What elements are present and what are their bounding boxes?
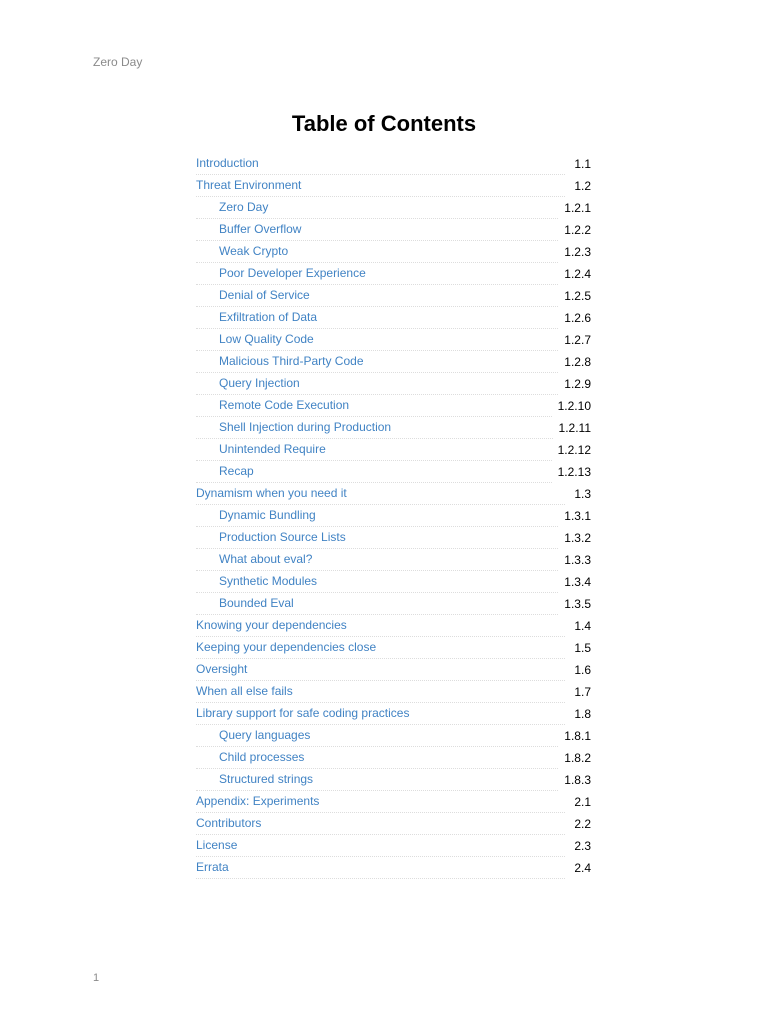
toc-entry-number: 1.1 <box>574 157 591 171</box>
toc-entry-number: 1.2.2 <box>564 223 591 237</box>
toc-entry-number: 1.4 <box>574 619 591 633</box>
toc-entry <box>196 351 591 373</box>
toc-entry-number: 1.2.1 <box>564 201 591 215</box>
toc-entry <box>196 659 591 681</box>
toc-entry <box>196 549 591 571</box>
toc-entry-number: 2.4 <box>574 861 591 875</box>
toc-entry-link[interactable]: Exfiltration of Data <box>196 307 558 329</box>
toc-entry-link[interactable]: Low Quality Code <box>196 329 558 351</box>
toc-entry-link[interactable]: Keeping your dependencies close <box>196 637 565 659</box>
toc-entry-number: 2.1 <box>574 795 591 809</box>
toc-entry-number: 1.3.4 <box>564 575 591 589</box>
toc-entry <box>196 637 591 659</box>
toc-entry-number: 1.2.3 <box>564 245 591 259</box>
toc-entry-number: 1.2.7 <box>564 333 591 347</box>
toc-entry-link[interactable]: Appendix: Experiments <box>196 791 565 813</box>
toc-entry <box>196 373 591 395</box>
table-of-contents <box>196 153 591 879</box>
toc-entry-number: 1.2.9 <box>564 377 591 391</box>
toc-entry-number: 1.6 <box>574 663 591 677</box>
toc-entry <box>196 241 591 263</box>
toc-entry <box>196 439 591 461</box>
toc-entry-link[interactable]: Recap <box>196 461 552 483</box>
toc-entry-number: 1.3 <box>574 487 591 501</box>
toc-entry <box>196 703 591 725</box>
toc-entry <box>196 153 591 175</box>
toc-entry-number: 1.2.12 <box>557 443 591 457</box>
page-title: Table of Contents <box>291 111 477 136</box>
toc-entry <box>196 769 591 791</box>
running-header: Zero Day <box>93 55 143 69</box>
toc-entry-link[interactable]: Query languages <box>196 725 558 747</box>
toc-entry-number: 1.2.13 <box>557 465 591 479</box>
toc-entry-number: 1.3.3 <box>564 553 591 567</box>
page-number: 1 <box>93 972 100 984</box>
toc-entry-link[interactable]: Unintended Require <box>196 439 552 461</box>
toc-entry <box>196 725 591 747</box>
toc-entry-link[interactable]: Denial of Service <box>196 285 558 307</box>
toc-entry-link[interactable]: Dynamism when you need it <box>196 483 565 505</box>
toc-entry-number: 1.2.6 <box>564 311 591 325</box>
toc-entry <box>196 857 591 879</box>
toc-entry-number: 1.7 <box>574 685 591 699</box>
toc-entry-number: 1.3.5 <box>564 597 591 611</box>
toc-entry-link[interactable]: Production Source Lists <box>196 527 558 549</box>
toc-entry <box>196 417 591 439</box>
toc-entry-link[interactable]: Dynamic Bundling <box>196 505 558 527</box>
toc-entry <box>196 483 591 505</box>
toc-entry <box>196 835 591 857</box>
toc-entry-link[interactable]: License <box>196 835 565 857</box>
toc-entry-number: 1.2.8 <box>564 355 591 369</box>
toc-entry-number: 1.2.4 <box>564 267 591 281</box>
toc-entry-link[interactable]: Synthetic Modules <box>196 571 558 593</box>
toc-entry <box>196 197 591 219</box>
toc-entry-link[interactable]: Oversight <box>196 659 565 681</box>
toc-entry-link[interactable]: Remote Code Execution <box>196 395 552 417</box>
toc-entry <box>196 571 591 593</box>
toc-entry-number: 1.2.5 <box>564 289 591 303</box>
toc-entry <box>196 681 591 703</box>
toc-entry-link[interactable]: Buffer Overflow <box>196 219 558 241</box>
toc-entry-number: 1.5 <box>574 641 591 655</box>
toc-entry <box>196 263 591 285</box>
toc-entry <box>196 175 591 197</box>
toc-entry-link[interactable]: Weak Crypto <box>196 241 558 263</box>
toc-entry-link[interactable]: Malicious Third-Party Code <box>196 351 558 373</box>
toc-entry <box>196 285 591 307</box>
toc-entry <box>196 395 591 417</box>
toc-entry-number: 1.2.10 <box>557 399 591 413</box>
toc-entry <box>196 593 591 615</box>
toc-entry-number: 1.2.11 <box>558 421 591 435</box>
toc-entry-link[interactable]: Poor Developer Experience <box>196 263 558 285</box>
toc-entry-link[interactable]: Library support for safe coding practices <box>196 703 565 725</box>
toc-entry-link[interactable]: Introduction <box>196 153 565 175</box>
toc-entry-link[interactable]: Query Injection <box>196 373 558 395</box>
toc-entry-link[interactable]: Threat Environment <box>196 175 565 197</box>
toc-entry <box>196 219 591 241</box>
toc-entry-link[interactable]: Child processes <box>196 747 558 769</box>
toc-entry <box>196 813 591 835</box>
toc-entry-number: 1.8 <box>574 707 591 721</box>
toc-entry-number: 1.2 <box>574 179 591 193</box>
toc-entry-number: 1.3.2 <box>564 531 591 545</box>
toc-entry-number: 1.8.1 <box>564 729 591 743</box>
toc-entry <box>196 615 591 637</box>
toc-entry <box>196 747 591 769</box>
toc-entry-link[interactable]: When all else fails <box>196 681 565 703</box>
toc-entry-link[interactable]: Knowing your dependencies <box>196 615 565 637</box>
toc-entry <box>196 307 591 329</box>
toc-entry-link[interactable]: Zero Day <box>196 197 558 219</box>
toc-entry-number: 1.3.1 <box>564 509 591 523</box>
toc-entry-link[interactable]: Structured strings <box>196 769 558 791</box>
toc-entry-link[interactable]: Errata <box>196 857 565 879</box>
toc-entry-link[interactable]: Bounded Eval <box>196 593 558 615</box>
toc-entry <box>196 505 591 527</box>
toc-entry <box>196 791 591 813</box>
toc-entry-number: 2.2 <box>574 817 591 831</box>
toc-entry-number: 2.3 <box>574 839 591 853</box>
toc-entry-link[interactable]: Shell Injection during Production <box>196 417 553 439</box>
toc-entry-number: 1.8.3 <box>564 773 591 787</box>
toc-entry-link[interactable]: What about eval? <box>196 549 558 571</box>
toc-entry-link[interactable]: Contributors <box>196 813 565 835</box>
toc-entry-number: 1.8.2 <box>564 751 591 765</box>
toc-entry <box>196 527 591 549</box>
toc-entry <box>196 461 591 483</box>
toc-entry <box>196 329 591 351</box>
